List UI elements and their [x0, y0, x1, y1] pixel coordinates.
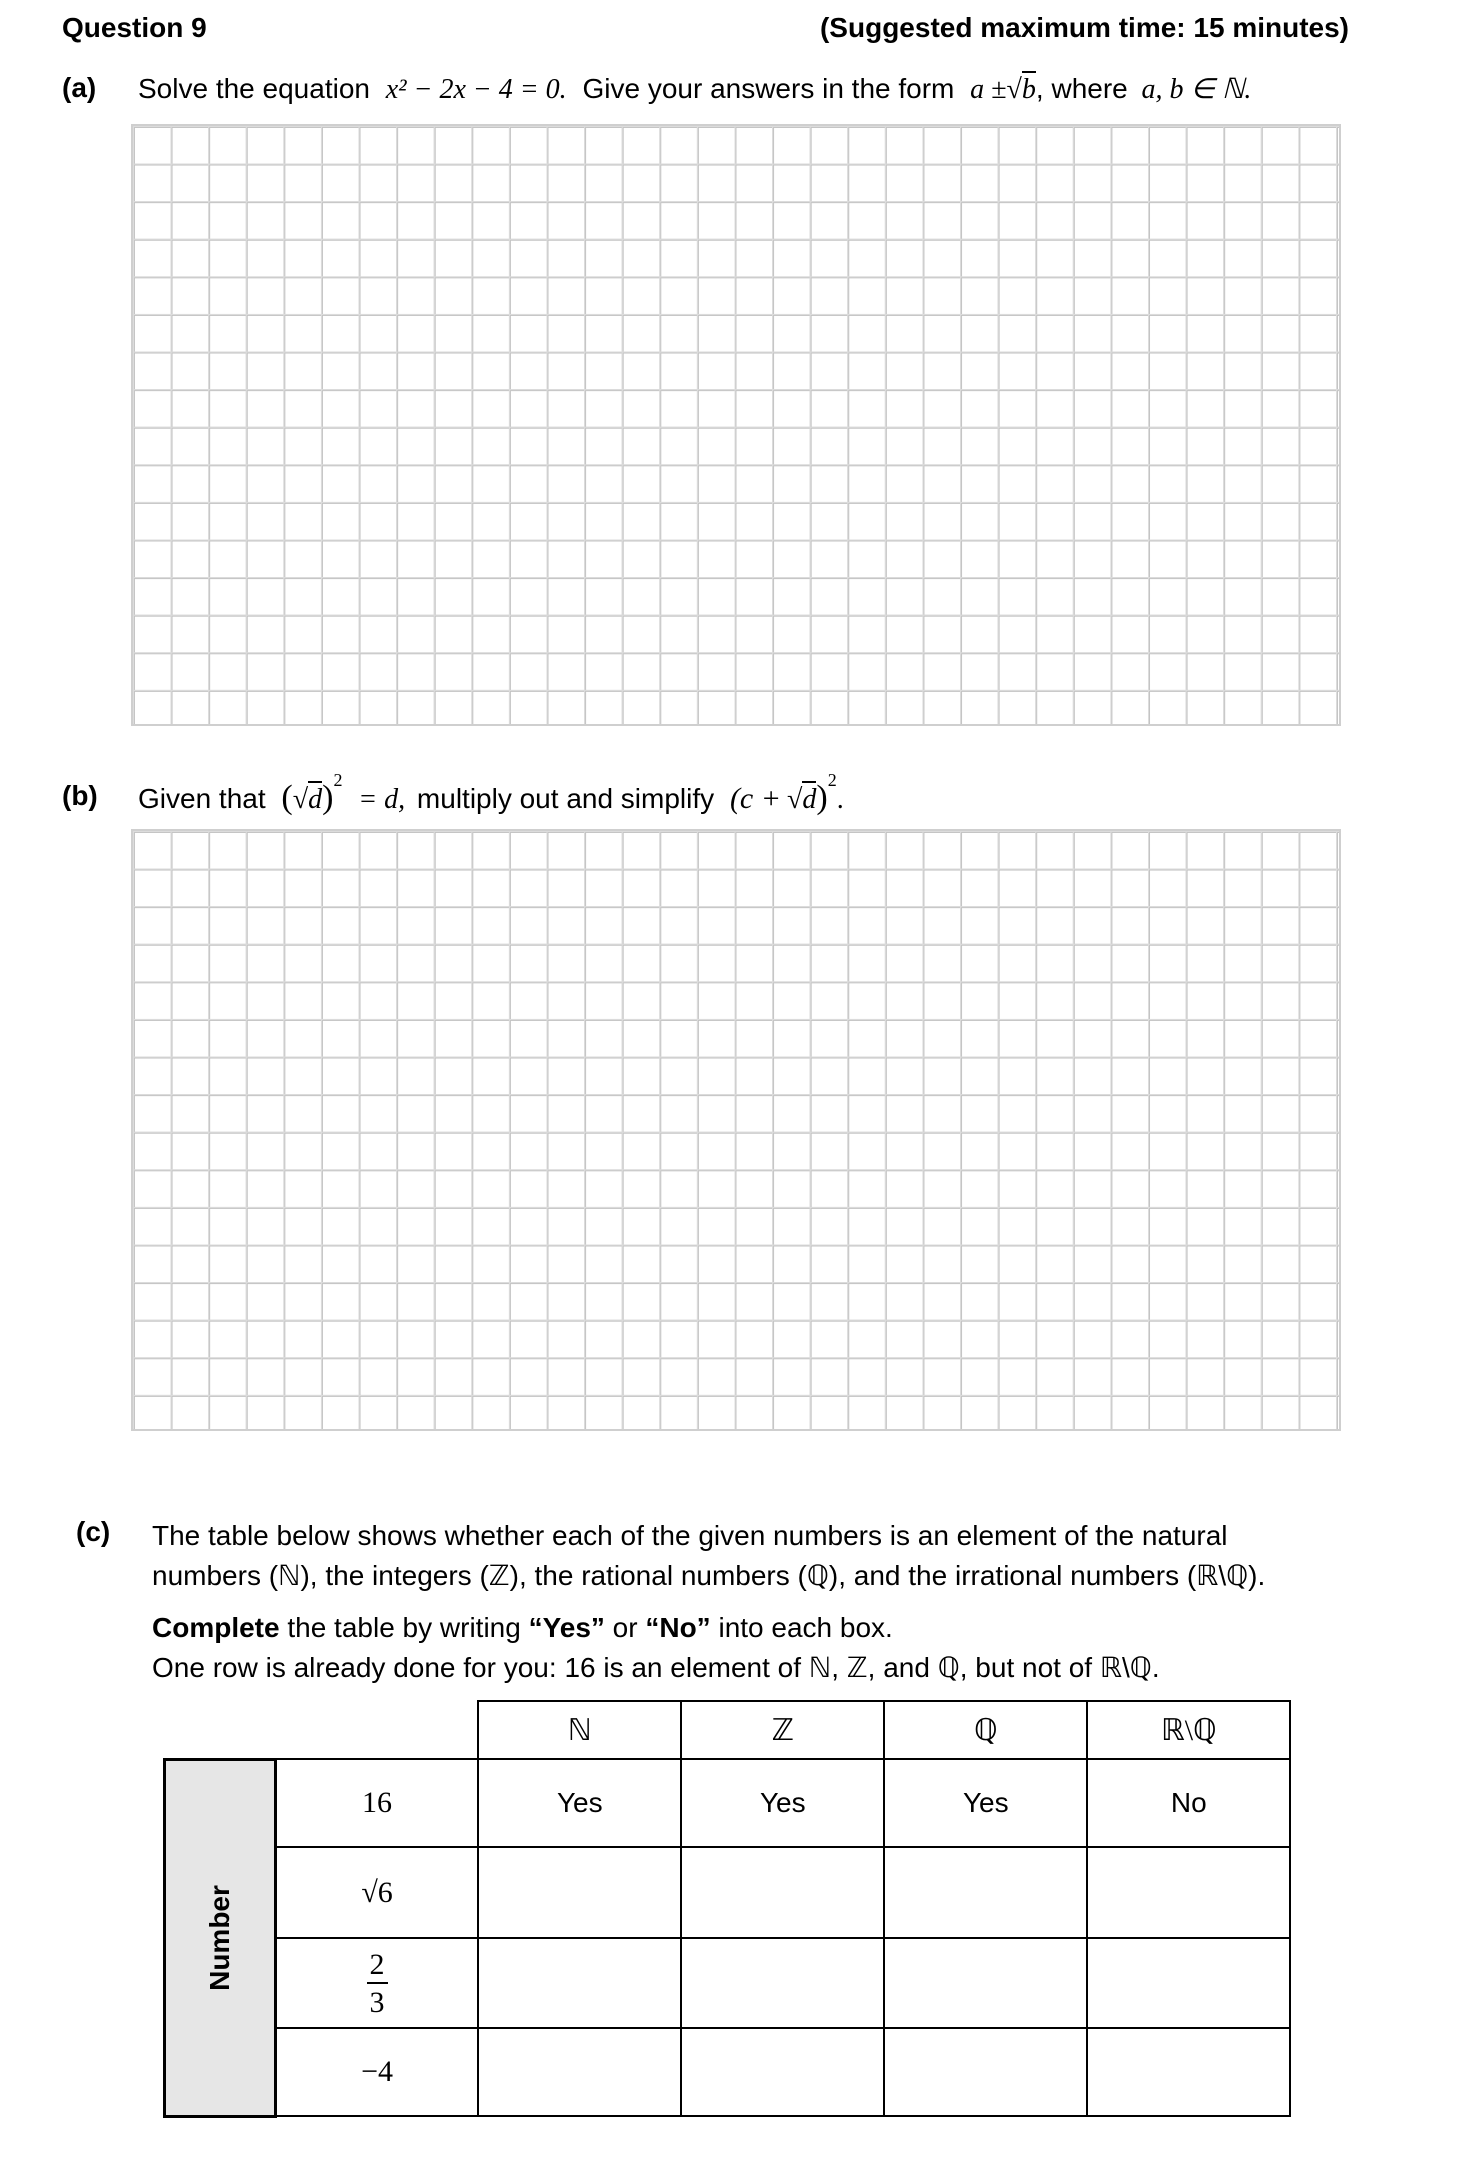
part-c-intro [152, 1516, 1265, 1596]
part-b-eq: = d, [358, 784, 406, 815]
answer-cell[interactable] [884, 2028, 1087, 2116]
part-c-line-2: numbers (ℕ), the integers (ℤ), the rational numbers (ℚ), and the irrational numbers (ℝ\ℚ). [152, 1560, 1266, 1591]
number-sets-table [163, 1700, 1291, 2118]
number-label-text: Number [203, 1884, 235, 1991]
header-irrationals: ℝ\ℚ [1087, 1701, 1290, 1759]
question-title: Question 9 [62, 12, 207, 43]
table-row [165, 1938, 1291, 2028]
table-row [165, 2028, 1291, 2116]
part-a-label: (a) [62, 72, 97, 103]
part-c-line-4: One row is already done for you: 16 is an element of ℕ, ℤ, and ℚ, but not of ℝ\ℚ. [152, 1652, 1160, 1683]
answer-grid-b[interactable] [131, 829, 1341, 1431]
number-cell: −4 [275, 2028, 478, 2116]
yes-word: “Yes” [528, 1612, 605, 1643]
answer-cell[interactable] [681, 2028, 884, 2116]
header-rationals: ℚ [884, 1701, 1087, 1759]
part-b-square-2: 2 [827, 770, 837, 790]
part-b-lhs-d: d [308, 781, 322, 815]
answer-cell[interactable] [681, 1938, 884, 2028]
answer-cell[interactable] [478, 2028, 681, 2116]
table-row [165, 1847, 1291, 1938]
part-a-text-3: , where [1035, 73, 1128, 104]
part-a-set-condition: a, b ∈ ℕ. [1141, 74, 1252, 105]
part-c-line-3-text: the table by writing [279, 1612, 529, 1643]
answer-cell[interactable] [478, 1938, 681, 2028]
fraction-denominator: 3 [369, 1986, 385, 2019]
part-a-text-2: Give your answers in the form [582, 73, 955, 104]
answer-cell: Yes [681, 1759, 884, 1847]
part-a-equation: x² − 2x − 4 = 0. [385, 74, 567, 105]
number-row-label [165, 1759, 276, 2116]
part-b-expr-d: d [802, 781, 816, 815]
part-b-text-1: Given that [138, 783, 266, 814]
part-a-form-b: b [1022, 71, 1036, 105]
no-word: “No” [645, 1612, 711, 1643]
answer-cell[interactable] [1087, 1938, 1290, 2028]
header-integers: ℤ [681, 1701, 884, 1759]
table-header-row [165, 1701, 1291, 1759]
part-c-label: (c) [76, 1516, 111, 1547]
answer-cell[interactable] [884, 1847, 1087, 1938]
number-cell: 16 [275, 1759, 478, 1847]
part-c-line-3-end: into each box. [710, 1612, 893, 1643]
number-cell: √6 [275, 1847, 478, 1938]
part-c-instructions [152, 1608, 1160, 1688]
part-c-line-1: The table below shows whether each of the given numbers is an element of the natural [152, 1520, 1228, 1551]
answer-cell: No [1087, 1759, 1290, 1847]
part-b-prompt: Given that $(√d)^2 = d$, multiply out and simplify $(c + √d)^2$. [138, 770, 844, 816]
header-natural: ℕ [478, 1701, 681, 1759]
fraction-numerator: 2 [367, 1950, 388, 1984]
answer-cell: Yes [884, 1759, 1087, 1847]
part-a-text-1: Solve the equation [138, 73, 370, 104]
answer-cell[interactable] [681, 1847, 884, 1938]
answer-cell[interactable] [884, 1938, 1087, 2028]
part-a-form-a: a ± [970, 74, 1007, 105]
answer-cell[interactable] [1087, 1847, 1290, 1938]
complete-word: Complete [152, 1612, 280, 1643]
table-row [165, 1759, 1291, 1847]
part-b-label: (b) [62, 780, 98, 811]
or-word: or [604, 1612, 646, 1643]
part-b-expr-c: (c + [729, 782, 781, 815]
fraction [367, 1950, 388, 2018]
answer-cell: Yes [478, 1759, 681, 1847]
answer-cell[interactable] [1087, 2028, 1290, 2116]
number-cell [275, 1938, 478, 2028]
part-b-square-1: 2 [333, 770, 343, 790]
suggested-time: (Suggested maximum time: 15 minutes) [819, 12, 1349, 43]
answer-cell[interactable] [478, 1847, 681, 1938]
part-c-line-3 [152, 1608, 1160, 1648]
answer-grid-a[interactable] [131, 124, 1341, 726]
part-b-text-2: multiply out and simplify [416, 783, 715, 814]
part-b-period: . [836, 784, 844, 815]
part-a-prompt: Solve the equation x² − 2x − 4 = 0. Give your answers in the form a ±√b, where a, b ∈ ℕ. [138, 73, 1252, 105]
